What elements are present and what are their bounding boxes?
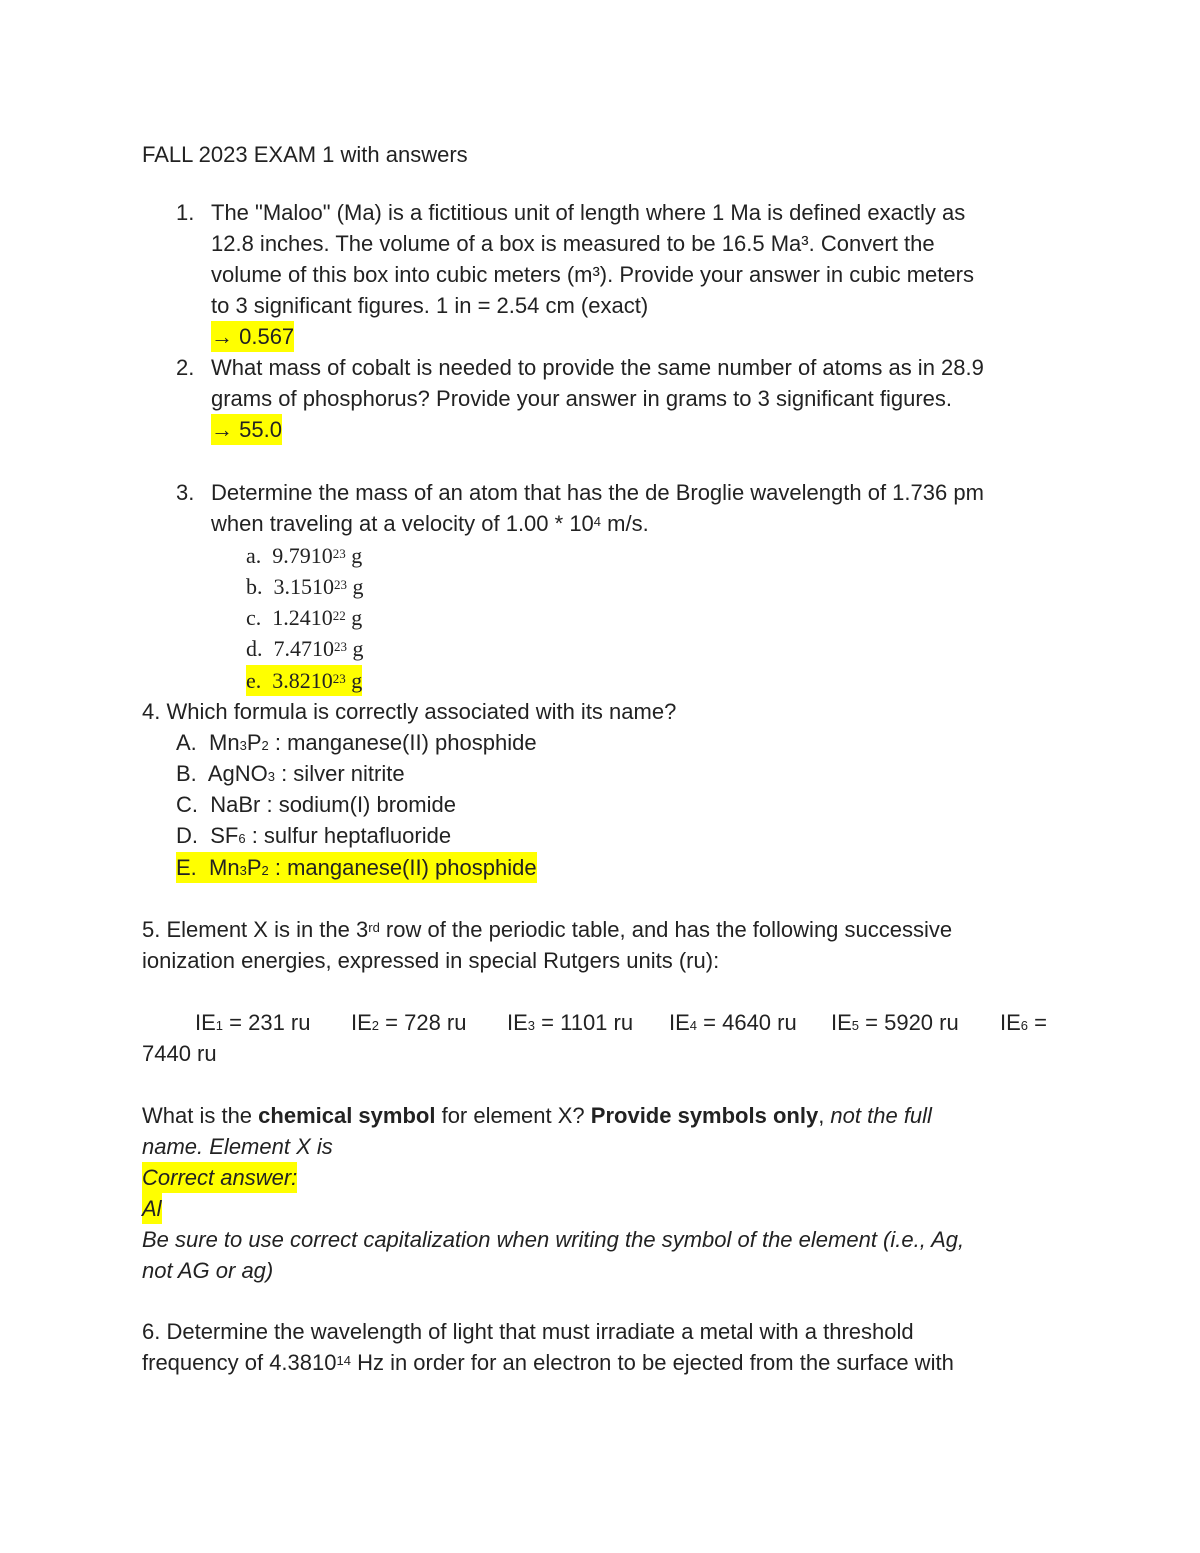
ie-6: $IE_6$ = — [1000, 1010, 1047, 1035]
q5-correct-label: Correct answer: — [142, 1162, 297, 1193]
q3-option-b: b. 3.1510$^{23}$ g — [246, 574, 364, 599]
ie-3: $IE_3 = 1101$ ru — [507, 1010, 634, 1035]
q2-line-2: grams of phosphorus? Provide your answer in grams to 3 significant figures. — [211, 386, 953, 411]
q4-option-b: B. AgNO$_3$ : silver nitrite — [176, 761, 405, 786]
q3-option-c: c. 1.2410$^{22}$ g — [246, 605, 363, 630]
q3-option-a: a. 9.7910$^{23}$ g — [246, 543, 363, 568]
ie-1: $IE_1 = 231$ ru — [195, 1010, 311, 1035]
q3-line-2: when traveling at a velocity of $1.00 * 10^4$ m/s. — [211, 511, 649, 536]
q1-line-1: The "Maloo" (Ma) is a fictitious unit of length where 1 Ma is defined exactly as — [211, 200, 966, 225]
q1-line-2: 12.8 inches. The volume of a box is measured to be 16.5 Ma³. Convert the — [211, 231, 935, 256]
q3-option-d: d. 7.4710$^{23}$ g — [246, 636, 364, 661]
ie-4: $IE_4 = 4640$ ru — [669, 1010, 797, 1035]
q5-line-1: 5. Element X is in the 3rd row of the periodic table, and has the following successive — [142, 917, 953, 942]
q4-option-a: A. $Mn_3P_2$ : manganese(II) phosphide — [176, 730, 537, 755]
q5-ask-line-2: name. Element X is — [142, 1134, 333, 1159]
q2-number: 2. — [176, 355, 195, 380]
q2-answer: → 55.0 — [211, 414, 282, 445]
q4-option-e-correct: E. $Mn_3P_2$ : manganese(II) phosphide — [176, 852, 537, 883]
ie-2: $IE_2 = 728$ ru — [351, 1010, 467, 1035]
q5-line-2: ionization energies, expressed in special Rutgers units (ru): — [142, 948, 720, 973]
q3-number: 3. — [176, 480, 195, 505]
q5-ask-line-1: What is the chemical symbol for element X? Provide symbols only, not the full — [142, 1103, 932, 1128]
ie-6-value: 7440 ru — [142, 1041, 217, 1066]
page-title: FALL 2023 EXAM 1 with answers — [142, 142, 468, 167]
q5-correct-value: Al — [142, 1193, 162, 1224]
q4-option-d: D. $SF_6$ : sulfur heptafluoride — [176, 823, 452, 848]
q6-line-2: frequency of 4.3810$^{14}$ Hz in order for an electron to be ejected from the surface with — [142, 1350, 954, 1375]
q1-line-4: to 3 significant figures. 1 in = 2.54 cm (exact) — [211, 293, 649, 318]
q2-line-1: What mass of cobalt is needed to provide the same number of atoms as in 28.9 — [211, 355, 984, 380]
q3-line-1: Determine the mass of an atom that has the de Broglie wavelength of 1.736 pm — [211, 480, 984, 505]
q1-answer: → 0.567 — [211, 321, 294, 352]
q1-number: 1. — [176, 200, 195, 225]
q6-line-1: 6. Determine the wavelength of light that must irradiate a metal with a threshold — [142, 1319, 914, 1344]
q3-option-e-correct: e. 3.8210$^{23}$ g — [246, 665, 362, 696]
q5-note-line-1: Be sure to use correct capitalization when writing the symbol of the element (i.e., Ag, — [142, 1227, 965, 1252]
q1-line-3: volume of this box into cubic meters (m³). Provide your answer in cubic meters — [211, 262, 974, 287]
ie-5: $IE_5 = 5920$ ru — [831, 1010, 959, 1035]
q4-stem: 4. Which formula is correctly associated with its name? — [142, 699, 677, 724]
q4-option-c: C. NaBr : sodium(I) bromide — [176, 792, 456, 817]
q5-note-line-2: not AG or ag) — [142, 1258, 274, 1283]
